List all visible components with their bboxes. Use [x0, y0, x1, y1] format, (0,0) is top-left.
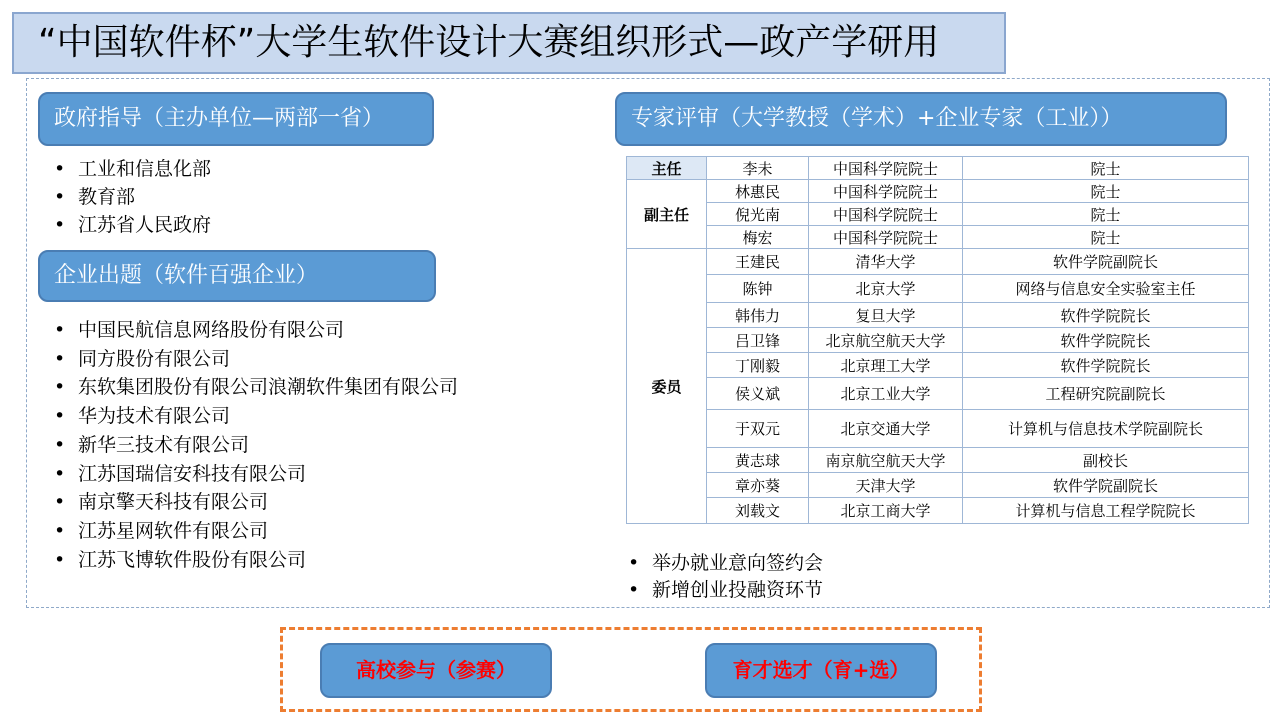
expert-org: 天津大学: [809, 473, 963, 498]
enterprise-list: [44, 316, 458, 574]
expert-org: 北京理工大学: [809, 353, 963, 378]
expert-title: 网络与信息安全实验室主任: [963, 275, 1249, 303]
expert-title: 软件学院院长: [963, 303, 1249, 328]
list-item: • 新增创业投融资环节: [618, 577, 823, 604]
page-title: “中国软件杯”大学生软件设计大赛组织形式—政产学研用: [12, 12, 1006, 74]
expert-table: [626, 156, 1249, 524]
expert-org: 中国科学院院士: [809, 226, 963, 249]
expert-name: 林惠民: [707, 180, 809, 203]
experts-heading: 专家评审（大学教授（学术）+企业专家（工业））: [615, 92, 1227, 146]
table-row: [627, 410, 1249, 448]
expert-name: 刘载文: [707, 498, 809, 524]
expert-title: 院士: [963, 180, 1249, 203]
expert-title: 工程研究院副院长: [963, 378, 1249, 410]
expert-org: 清华大学: [809, 249, 963, 275]
expert-org: 北京交通大学: [809, 410, 963, 448]
enterprise-heading: 企业出题（软件百强企业）: [38, 250, 436, 302]
expert-org: 北京大学: [809, 275, 963, 303]
expert-name: 韩伟力: [707, 303, 809, 328]
expert-name: 于双元: [707, 410, 809, 448]
list-item: • 中国民航信息网络股份有限公司: [44, 316, 458, 345]
table-row: [627, 203, 1249, 226]
table-row: [627, 328, 1249, 353]
table-row: [627, 303, 1249, 328]
expert-org: 北京工业大学: [809, 378, 963, 410]
expert-title: 院士: [963, 157, 1249, 180]
government-list: [44, 155, 211, 239]
list-item: • 工业和信息化部: [44, 155, 211, 183]
expert-name: 李未: [707, 157, 809, 180]
list-item: • 新华三技术有限公司: [44, 431, 458, 460]
role-cell-director: 主任: [627, 157, 707, 180]
schools-participation-badge: 高校参与（参赛）: [320, 643, 552, 698]
expert-name: 王建民: [707, 249, 809, 275]
table-row: [627, 448, 1249, 473]
list-item: • 江苏省人民政府: [44, 211, 211, 239]
expert-title: 副校长: [963, 448, 1249, 473]
table-row: [627, 157, 1249, 180]
expert-title: 软件学院副院长: [963, 473, 1249, 498]
expert-title: 计算机与信息工程学院院长: [963, 498, 1249, 524]
list-item: • 南京擎天科技有限公司: [44, 488, 458, 517]
expert-title: 软件学院副院长: [963, 249, 1249, 275]
expert-name: 丁刚毅: [707, 353, 809, 378]
expert-name: 黄志球: [707, 448, 809, 473]
expert-org: 北京航空航天大学: [809, 328, 963, 353]
table-row: [627, 249, 1249, 275]
list-item: • 教育部: [44, 183, 211, 211]
expert-org: 北京工商大学: [809, 498, 963, 524]
experts-extras-list: [618, 550, 823, 604]
list-item: • 江苏飞博软件股份有限公司: [44, 546, 458, 575]
role-cell-deputy: 副主任: [627, 180, 707, 249]
list-item: • 东软集团股份有限公司浪潮软件集团有限公司: [44, 373, 458, 402]
talent-selection-badge: 育才选才（育+选）: [705, 643, 937, 698]
table-row: [627, 353, 1249, 378]
expert-org: 中国科学院院士: [809, 203, 963, 226]
expert-title: 计算机与信息技术学院副院长: [963, 410, 1249, 448]
expert-org: 中国科学院院士: [809, 157, 963, 180]
expert-title: 软件学院院长: [963, 328, 1249, 353]
role-cell-member: 委员: [627, 249, 707, 524]
list-item: • 同方股份有限公司: [44, 345, 458, 374]
expert-name: 侯义斌: [707, 378, 809, 410]
expert-org: 复旦大学: [809, 303, 963, 328]
list-item: • 江苏星网软件有限公司: [44, 517, 458, 546]
expert-org: 南京航空航天大学: [809, 448, 963, 473]
table-row: [627, 473, 1249, 498]
table-row: [627, 275, 1249, 303]
list-item: • 华为技术有限公司: [44, 402, 458, 431]
table-row: [627, 180, 1249, 203]
expert-name: 章亦葵: [707, 473, 809, 498]
expert-org: 中国科学院院士: [809, 180, 963, 203]
expert-title: 软件学院院长: [963, 353, 1249, 378]
list-item: • 举办就业意向签约会: [618, 550, 823, 577]
table-row: [627, 378, 1249, 410]
expert-name: 梅宏: [707, 226, 809, 249]
table-row: [627, 226, 1249, 249]
expert-name: 陈钟: [707, 275, 809, 303]
list-item: • 江苏国瑞信安科技有限公司: [44, 460, 458, 489]
table-row: [627, 498, 1249, 524]
expert-name: 倪光南: [707, 203, 809, 226]
expert-name: 吕卫锋: [707, 328, 809, 353]
expert-title: 院士: [963, 226, 1249, 249]
expert-title: 院士: [963, 203, 1249, 226]
government-heading: 政府指导（主办单位—两部一省）: [38, 92, 434, 146]
